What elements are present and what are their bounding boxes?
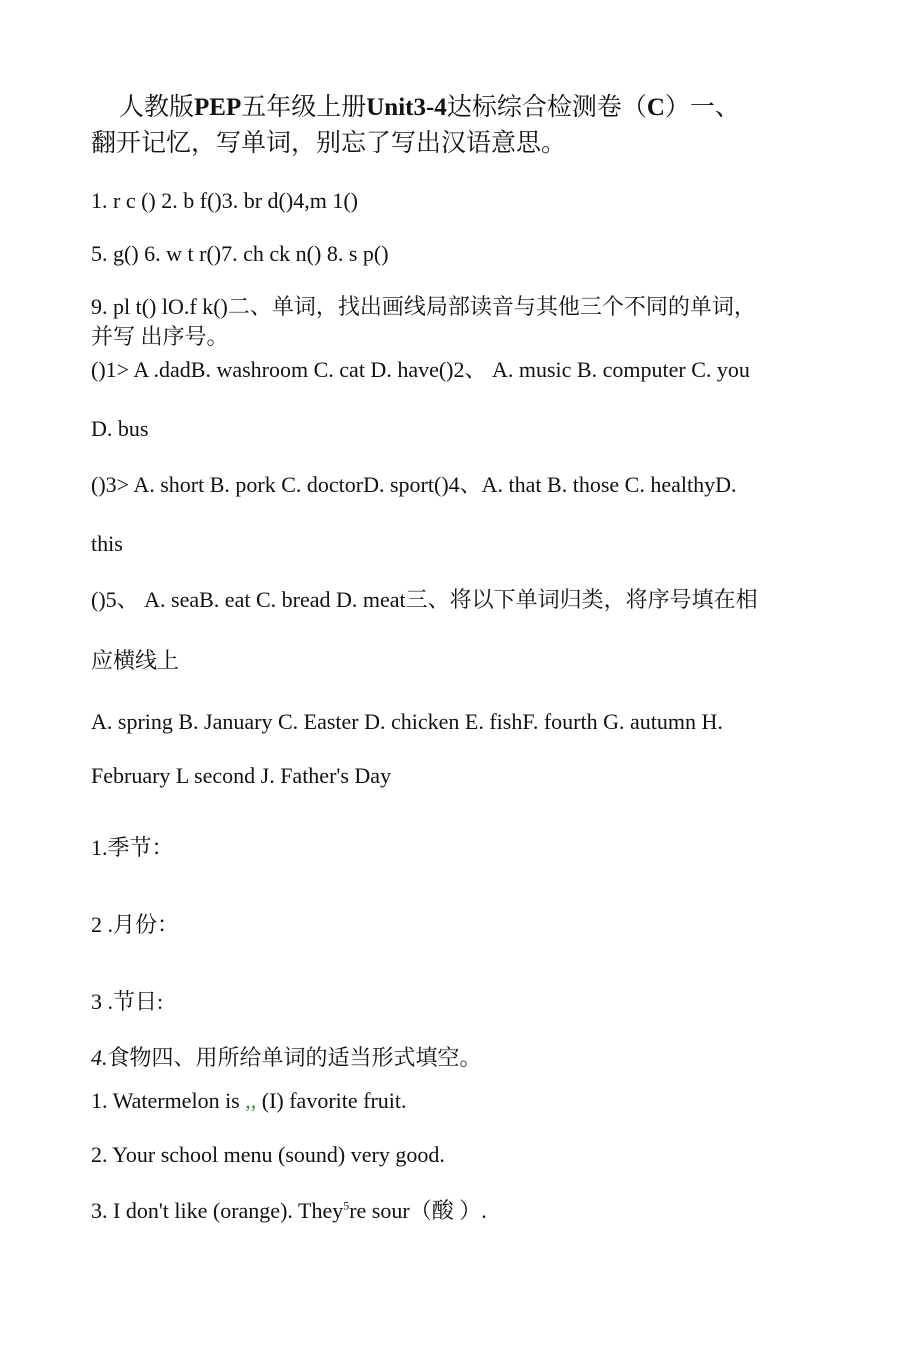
- title-prefix: 人教版: [119, 94, 195, 121]
- section-1-row-1: 1. r c () 2. b f()3. br d()4,m 1(): [91, 188, 358, 213]
- sentence-3-superscript: 5: [343, 1198, 350, 1213]
- sentence-3-start: 3. I don't like (orange). They: [91, 1198, 344, 1223]
- word-list-line-1: A. spring B. January C. Easter D. chicken E. fishF. fourth G. autumn H.: [91, 709, 723, 734]
- title-pep: PEP: [194, 94, 242, 121]
- sentence-1-mark: ,,: [245, 1088, 257, 1113]
- section-2-instruction-tail: 并写 出序号。: [91, 324, 229, 349]
- title-unit: Unit3-4: [366, 94, 447, 121]
- category-4-number: 4.: [91, 1045, 108, 1070]
- fill-blank-sentence-2: 2. Your school menu (sound) very good.: [91, 1142, 445, 1167]
- phonics-question-3-4: ()3> A. short B. pork C. doctorD. sport()4、A. that B. those C. healthyD.: [91, 472, 737, 497]
- phonics-question-2-tail: D. bus: [91, 416, 149, 441]
- worksheet-title-line-1: [91, 88, 859, 128]
- title-version: C: [646, 94, 665, 121]
- category-food-and-section-4: [91, 1043, 831, 1073]
- phonics-question-1-2: ()1> A .dadB. washroom C. cat D. have()2、 A. music B. computer C. you: [91, 357, 750, 382]
- section-3-instruction-tail: 应横线上: [91, 648, 180, 673]
- category-seasons: 1.季节：: [91, 835, 174, 860]
- category-months: 2 .月份：: [91, 912, 180, 937]
- fill-blank-sentence-1: [91, 1086, 831, 1116]
- section-1-row-3: 9. pl t() lO.f k()二、单词，找出画线局部读音与其他三个不同的单词，: [91, 294, 756, 319]
- section-1-row-2: 5. g() 6. w t r()7. ch ck n() 8. s p(): [91, 241, 389, 266]
- word-list-line-2: February L second J. Father's Day: [91, 763, 392, 788]
- title-grade: 五年级上册: [241, 94, 367, 121]
- fill-blank-sentence-3: [91, 1196, 831, 1226]
- sentence-1-end: (I) favorite fruit.: [256, 1088, 407, 1113]
- phonics-question-5: ()5、 A. seaB. eat C. bread D. meat三、将以下单词归类，将序号填在相: [91, 587, 758, 612]
- sentence-1-start: 1. Watermelon is: [91, 1088, 246, 1113]
- section-1-instruction: 翻开记忆，写单词，别忘了写出汉语意思。: [91, 130, 567, 157]
- category-4-text: 食物四、用所给单词的适当形式填空。: [107, 1045, 482, 1070]
- category-festivals: 3 .节日:: [91, 989, 164, 1014]
- sentence-3-end: re sour（酸 ）.: [349, 1198, 487, 1223]
- title-test-name: 达标综合检测卷（: [446, 94, 647, 121]
- title-section-one: ）一、: [664, 94, 740, 121]
- phonics-question-4-tail: this: [91, 531, 123, 556]
